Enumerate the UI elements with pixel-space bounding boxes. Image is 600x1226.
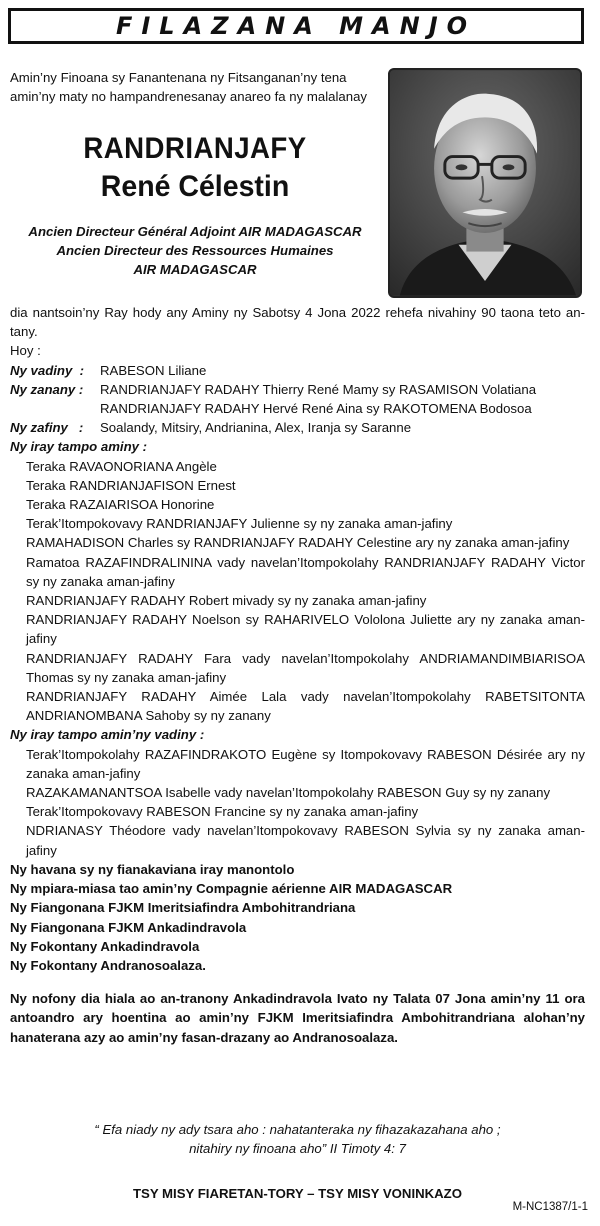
deceased-titles xyxy=(10,222,380,279)
zanany-item: RANDRIANJAFY RADAHY Thierry René Mamy sy RASAMISON Volatiana xyxy=(100,381,537,397)
zafiny-row xyxy=(10,418,585,437)
vadiny-row xyxy=(10,361,585,380)
footer-notice: TSY MISY FIARETAN-TORY – TSY MISY VONINKAZO xyxy=(132,1186,462,1201)
zanany-row xyxy=(10,380,585,418)
list-item: Ramatoa RAZAFINDRALININA vady navelan’Itompokolahy RANDRIANJAFY RADAHY Victor sy ny zanaka aman-jafiny xyxy=(26,554,585,589)
reference-code: M-NC1387/1-1 xyxy=(512,1201,588,1213)
list-item: RANDRIANJAFY RADAHY Aimée Lala vady navelan’Itompokolahy RABETSITONTA ANDRIANOMBANA Sahoby sy ny zanany xyxy=(26,689,585,724)
list-item: Teraka RAVAONORIANA Angèle xyxy=(26,458,217,474)
list-item: NDRIANASY Théodore vady navelan’Itompokovavy RABESON Sylvia sy ny zanaka aman-jafiny xyxy=(26,823,585,858)
list-item: RAZAKAMANANTSOA Isabelle vady navelan’Itompokolahy RABESON Guy sy ny zanany xyxy=(26,785,551,801)
tampo-vadiny-list xyxy=(10,745,585,860)
title-line: AIR MADAGASCAR xyxy=(133,262,257,277)
header-title: FILAZANA MANJO xyxy=(115,12,477,40)
list-item: Terak’Itompokolahy RAZAFINDRAKOTO Eugène sy Itompokovavy RABESON Désirée ary ny zanaka aman-jafiny xyxy=(26,746,585,781)
zanany-item: RANDRIANJAFY RADAHY Hervé René Aina sy RAKOTOMENA Bodosoa xyxy=(100,401,532,417)
list-item: Ny havana sy ny fianakaviana iray manontolo xyxy=(10,861,295,877)
zanany-label: Ny zanany : xyxy=(10,381,84,397)
zafiny-value: Soalandy, Mitsiry, Andrianina, Alex, Iranja sy Saranne xyxy=(100,420,412,436)
portrait-photo-icon xyxy=(390,70,580,296)
zafiny-label: Ny zafiny : xyxy=(10,420,84,436)
list-item: Terak’Itompokovavy RABESON Francine sy ny zanaka aman-jafiny xyxy=(26,804,419,820)
deceased-surname: RANDRIANJAFY xyxy=(83,132,307,165)
list-item: Teraka RAZAIARISOA Honorine xyxy=(26,497,215,513)
title-line: Ancien Directeur des Ressources Humaines xyxy=(56,243,334,258)
tampo-aminy-list xyxy=(10,457,585,726)
header-banner xyxy=(8,8,584,44)
list-item: Teraka RANDRIANJAFISON Ernest xyxy=(26,477,236,493)
funeral-details: Ny nofony dia hiala ao an-tranony Ankadindravola Ivato ny Talata 07 Jona amin’ny 11 ora antoandro ary hoentina ao amin’ny FJKM Imeritsiafindra Ambohitrandriana alohan’ny hanaterana azy ao amin’ny fasan-drazany ao Andranosoalaza. xyxy=(10,991,585,1045)
list-item: Ny Fokontany Ankadindravola xyxy=(10,938,200,954)
deceased-given-names: René Célestin xyxy=(100,170,290,203)
list-item: Ny mpiara-miasa tao amin’ny Compagnie aérienne AIR MADAGASCAR xyxy=(10,881,453,897)
bible-quote xyxy=(10,1120,585,1158)
quote-line: nitahiry ny finoana aho” II Timoty 4: 7 xyxy=(189,1141,406,1157)
vadiny-label: Ny vadiny : xyxy=(10,362,85,378)
vadiny-value: RABESON Liliane xyxy=(100,362,207,378)
announcement: dia nantsoin’ny Ray hody any Aminy ny Sabotsy 4 Jona 2022 rehefa nivahiny 90 taona teto an-tany. xyxy=(10,305,585,340)
list-item: RANDRIANJAFY RADAHY Robert mivady sy ny zanaka aman-jafiny xyxy=(26,593,427,609)
portrait-photo xyxy=(388,68,582,298)
list-item: Ny Fiangonana FJKM Imeritsiafindra Ambohitrandriana xyxy=(10,900,356,916)
tampo-aminy-label: Ny iray tampo aminy : xyxy=(10,439,148,455)
list-item: RANDRIANJAFY RADAHY Noelson sy RAHARIVELO Vololona Juliette ary ny zanaka aman-jafiny xyxy=(26,612,585,647)
list-item: Ny Fokontany Andranosoalaza. xyxy=(10,957,206,973)
deceased-name-block xyxy=(10,132,380,204)
intro-text: Amin’ny Finoana sy Fanantenana ny Fitsanganan’ny tena amin’ny maty no hampandrenesanay anareo fa ny malalanay xyxy=(10,70,368,104)
list-item: RAMAHADISON Charles sy RANDRIANJAFY RADAHY Celestine ary ny zanaka aman-jafiny xyxy=(26,535,570,551)
title-line: Ancien Directeur Général Adjoint AIR MADAGASCAR xyxy=(28,224,362,239)
list-item: Terak’Itompokovavy RANDRIANJAFY Julienne sy ny zanaka aman-jafiny xyxy=(26,516,453,532)
tampo-vadiny-label: Ny iray tampo amin’ny vadiny : xyxy=(10,727,205,743)
others-list xyxy=(10,860,585,975)
body-text xyxy=(10,303,585,1047)
list-item: Ny Fiangonana FJKM Ankadindravola xyxy=(10,919,247,935)
quote-line: “ Efa niady ny ady tsara aho : nahatanteraka ny fihazakazahana aho ; xyxy=(94,1122,501,1137)
list-item: RANDRIANJAFY RADAHY Fara vady navelan’Itompokolahy ANDRIAMANDIMBIARISOA Thomas sy ny zanaka aman-jafiny xyxy=(26,650,585,685)
hoy-label: Hoy : xyxy=(10,343,41,359)
